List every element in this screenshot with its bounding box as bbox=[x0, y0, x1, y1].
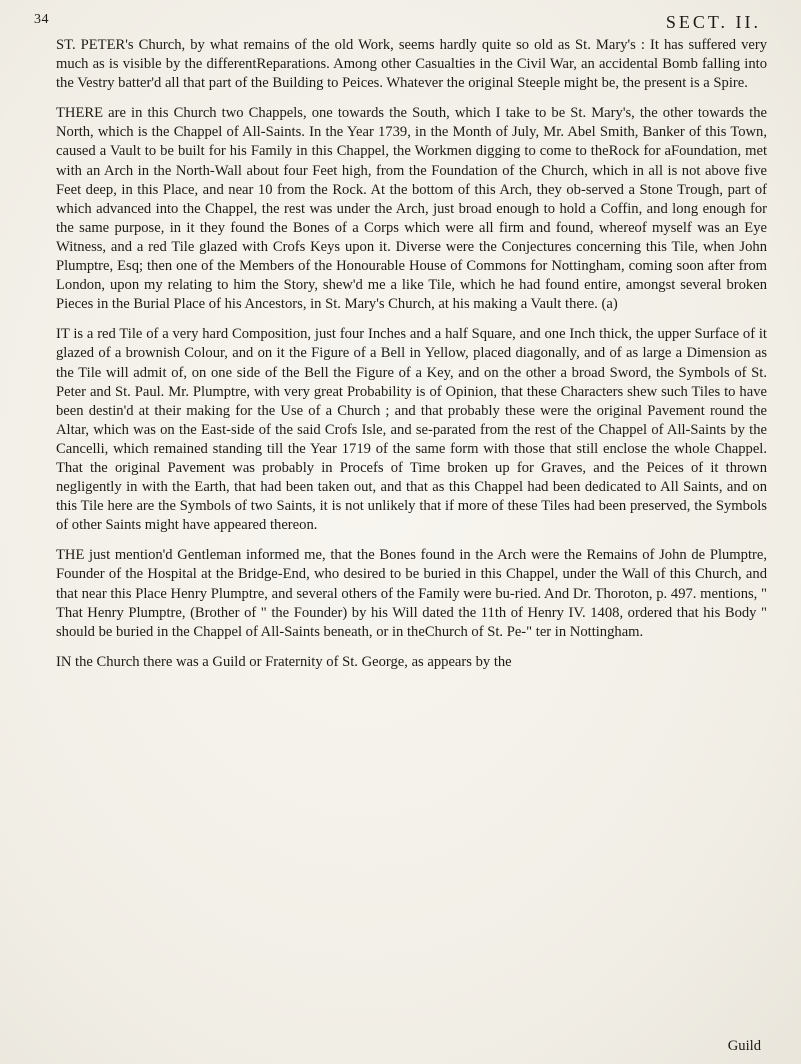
paragraph-gentleman: THE just mention'd Gentleman informed me, that the Bones found in the Arch were the Remains of John de Plumptre, Founder of the Hospital at the Bridge-End, who desired to be buried in this Chappel, under the Wall of this Church, and that near this Place Henry Plumptre, and several others of the Family were bu-ried. And Dr. Thoroton, p. 497. mentions, " That Henry Plumptre, (Brother of " the Founder) by his Will dated the 11th of Henry IV. 1408, ordered that his Body " should be buried in the Chappel of All-Saints beneath, or in theChurch of St. Pe-" ter in Nottingham. bbox=[56, 547, 767, 640]
catchword: Guild bbox=[727, 1038, 761, 1054]
page-header bbox=[30, 8, 761, 34]
body-text bbox=[56, 36, 767, 683]
running-head: SECT. II. bbox=[665, 12, 761, 32]
paragraph-chappels: THERE are in this Church two Chappels, one towards the South, which I take to be St. Mary's, the other towards the North, which is the Chappel of All-Saints. In the Year 1739, in the Month of July, Mr. Abel Smith, Banker of this Town, caused a Vault to be built for his Family in this Chappel, the Workmen digging to come to theRock for aFoundation, met with an Arch in the North-Wall about four Feet high, from the Foundation of the Church, which in all is not above five Feet deep, in this Place, and near 10 from the Rock. At the bottom of this Arch, they ob-served a Stone Trough, part of which advanced into the Chappel, the rest was under the Arch, just broad enough to hold a Coffin, and long enough for the same purpose, in it they found the Bones of a Corps which were all firm and found, whereof myself was an Eye Witness, and a red Tile glazed with Crofs Keys upon it. Diverse were the Conjectures concerning this Tile, when John Plumptre, Esq; then one of the Members of the Honourable House of Commons for Nottingham, coming soon after from London, upon my relating to him the Story, shew'd me a like Tile, which he had found entire, amongst several broken Pieces in the Burial Place of his Ancestors, in St. Mary's Church, at his making a Vault there. (a) bbox=[56, 105, 767, 313]
paragraph-tile: IT is a red Tile of a very hard Composition, just four Inches and a half Square, and one Inch thick, the upper Surface of it glazed of a brownish Colour, and on it the Figure of a Bell in Yellow, placed diagonally, and of as large a Dimension as the Tile will admit of, on one side of the Bell the Figure of a Key, and on the other a broad Sword, the Symbols of St. Peter and St. Paul. Mr. Plumptre, with very great Probability is of Opinion, that these Characters shew such Tiles to have been destin'd at their making for the Use of a Church ; and that probably these were the original Pavement round the Altar, which was on the East-side of the said Crofs Isle, and se-parated from the rest of the Chappel of All-Saints by the Cancelli, which remained standing till the Year 1719 of the same form with those that still enclose the whole Chappel. That the original Pavement was probably in Procefs of Time broken up for Graves, and the Peices of it thrown negligently in with the Earth, that had been taken out, and that as this Chappel had been dedicated to All Saints, and on this Tile here are the Symbols of two Saints, it is not unlikely that if more of these Tiles had been preserved, the Symbols of other Saints might have appeared thereon. bbox=[56, 326, 767, 534]
page-number: 34 bbox=[34, 12, 49, 27]
paragraph-guild: IN the Church there was a Guild or Fraternity of St. George, as appears by the bbox=[56, 653, 512, 670]
paragraph-st-peter: ST. PETER's Church, by what remains of the old Work, seems hardly quite so old as St. Mary's : It has suffered very much as is visible by the differentReparations. Among other Casualties in the Civil War, an accidental Bomb falling into the Vestry batter'd all that part of the Building to Peices. Whatever the original Steeple might be, the present is a Spire. bbox=[56, 37, 767, 92]
